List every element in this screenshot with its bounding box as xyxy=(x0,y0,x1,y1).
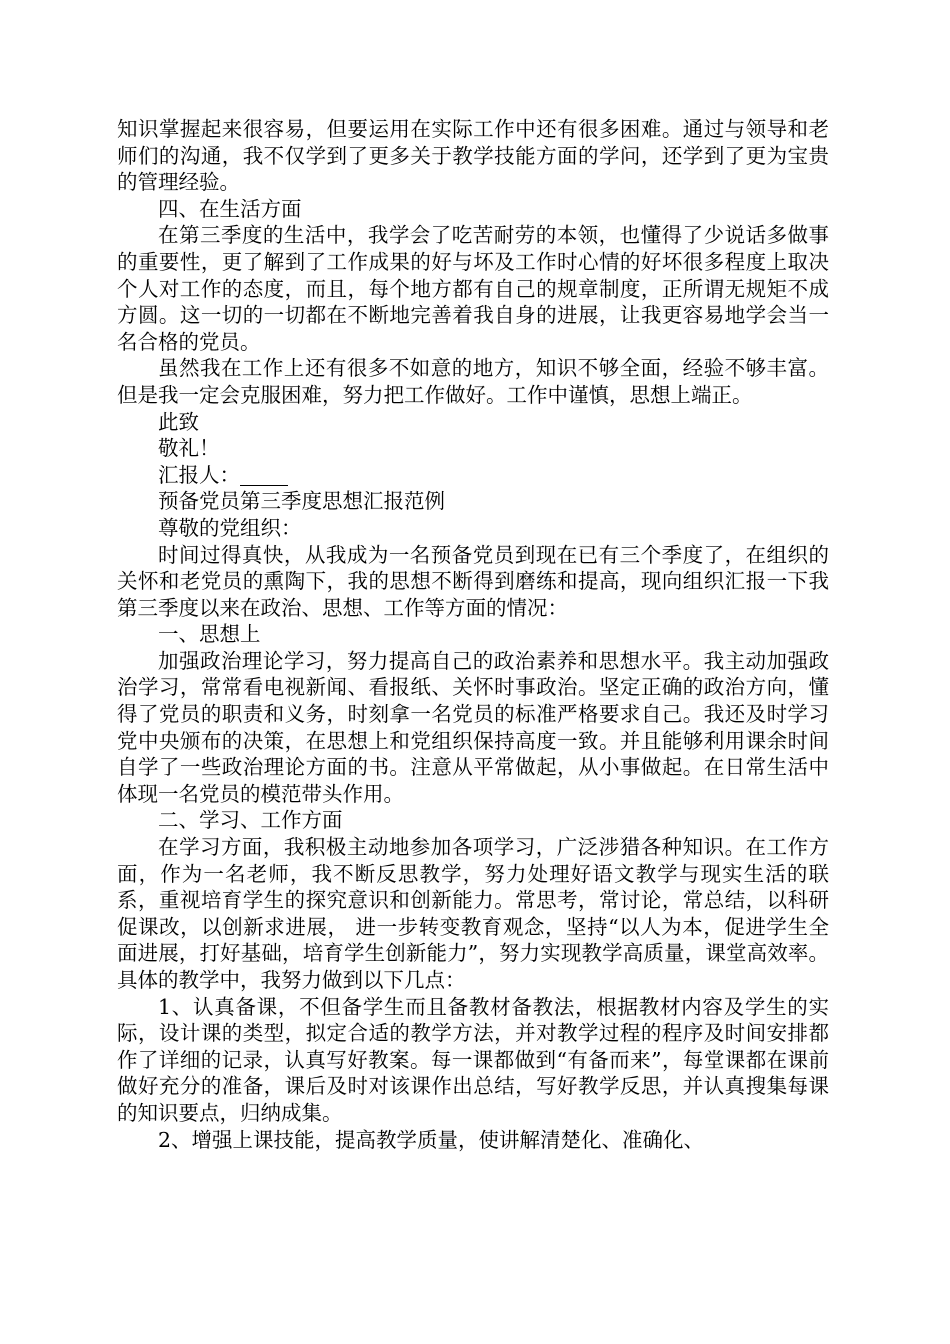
section-heading-life: 四、在生活方面 xyxy=(158,196,302,221)
list-item-1: 1、认真备课，不但备学生而且备教材备教法，根据教材内容及学生的实际，设计课的类型，拟定合适的教学方法，并对教学过程的程序及时间安排都作了详细的记录，认真写好教案。每一课都做到“有备而来”，每堂课都在课前做好充分的准备，课后及时对该课作出总结，写好教学反思，并认真搜集每课的知识要点，归纳成集。 xyxy=(117,994,829,1125)
closing-salutation: 此致 xyxy=(158,409,199,434)
document-page xyxy=(117,116,829,1153)
paragraph-continued: 知识掌握起来很容易，但要运用在实际工作中还有很多困难。通过与领导和老师们的沟通，我不仅学到了更多关于教学技能方面的学问，还学到了更为宝贵的管理经验。 xyxy=(117,117,829,195)
reporter-line xyxy=(117,462,829,489)
closing-regards: 敬礼！ xyxy=(158,436,220,461)
reporter-blank xyxy=(240,465,288,486)
paragraph-thought: 加强政治理论学习，努力提高自己的政治素养和思想水平。我主动加强政治学习，常常看电视新闻、看报纸、关怀时事政治。坚定正确的政治方向，懂得了党员的职责和义务，时刻拿一名党员的标准严格要求自己。我还及时学习党中央颁布的决策，在思想上和党组织保持高度一致。并且能够利用课余时间自学了一些政治理论方面的书。注意从平常做起，从小事做起。在日常生活中体现一名党员的模范带头作用。 xyxy=(117,648,829,806)
greeting: 尊敬的党组织： xyxy=(158,515,302,540)
paragraph-intro: 时间过得真快，从我成为一名预备党员到现在已有三个季度了，在组织的关怀和老党员的熏陶下，我的思想不断得到磨练和提高，现向组织汇报一下我第三季度以来在政治、思想、工作等方面的情况： xyxy=(117,542,829,620)
section-heading-study-work: 二、学习、工作方面 xyxy=(158,808,343,833)
paragraph-life: 在第三季度的生活中，我学会了吃苦耐劳的本领，也懂得了少说话多做事的重要性，更了解到了工作成果的好与坏及工作时心情的好坏很多程度上取决个人对工作的态度，而且，每个地方都有自己的规章制度，正所谓无规矩不成方圆。这一切的一切都在不断地完善着我自身的进展，让我更容易地学会当一名合格的党员。 xyxy=(117,223,829,354)
paragraph-shortcomings: 虽然我在工作上还有很多不如意的地方，知识不够全面，经验不够丰富。但是我一定会克服困难，努力把工作做好。工作中谨慎，思想上端正。 xyxy=(117,356,829,407)
reporter-label: 汇报人： xyxy=(158,462,240,487)
list-item-2: 2、增强上课技能，提高教学质量，使讲解清楚化、准确化、 xyxy=(158,1127,705,1152)
document-title: 预备党员第三季度思想汇报范例 xyxy=(158,489,445,514)
paragraph-study-work: 在学习方面，我积极主动地参加各项学习，广泛涉猎各种知识。在工作方面，作为一名老师，我不断反思教学，努力处理好语文教学与现实生活的联系，重视培育学生的探究意识和创新能力。常思考，常讨论，常总结，以科研促课改，以创新求进展， 进一步转变教育观念，坚持“以人为本，促进学生全面进展，打好基础，培育学生创新能力”，努力实现教学高质量，课堂高效率。具体的教学中，我努力做到以下几点： xyxy=(117,835,829,992)
section-heading-thought: 一、思想上 xyxy=(158,622,261,647)
